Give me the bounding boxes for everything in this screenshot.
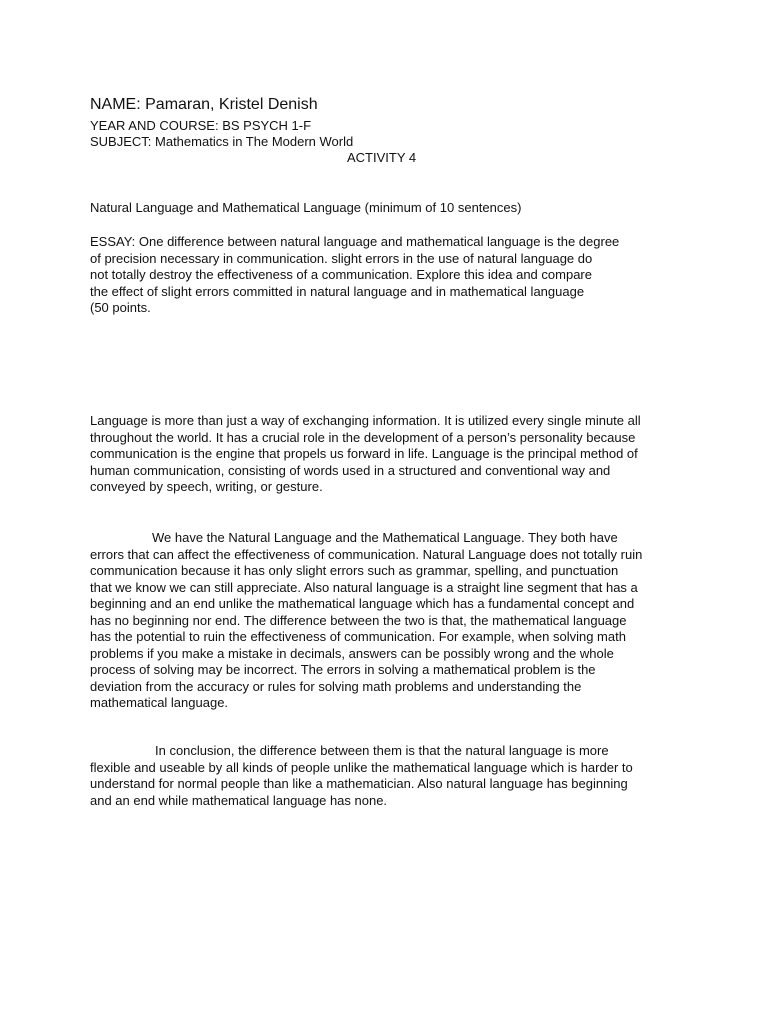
activity-label: ACTIVITY 4	[347, 150, 417, 165]
subject-line: SUBJECT: Mathematics in The Modern World	[90, 134, 354, 149]
paragraph-2: We have the Natural Language and the Mathematical Language. They both have errors that can affect the effectiveness of communication. Natural Language does not totally ruin communication because it has only slight errors such as grammar, spelling, and punctuation that we know we can still appreciate. Also natural language is a straight line segment that has a beginning and an end unlike the mathematical language which has a fundamental concept and has no beginning nor end. The difference between the two is that, the mathematical language has the potential to ruin the effectiveness of communication. For example, when solving math problems if you make a mistake in decimals, answers can be possibly wrong and the whole process of solving may be incorrect. The errors in solving a mathematical problem is the deviation from the accuracy or rules for solving math problems and understanding the mathematical language.	[90, 530, 643, 710]
paragraph-1: Language is more than just a way of exchanging information. It is utilized every single minute all throughout the world. It has a crucial role in the development of a person’s personality because communication is the engine that propels us forward in life. Language is the principal method of human communication, consisting of words used in a structured and conventional way and conveyed by speech, writing, or gesture.	[90, 413, 641, 494]
essay-title: Natural Language and Mathematical Language (minimum of 10 sentences)	[90, 200, 522, 215]
paragraph-3: In conclusion, the difference between them is that the natural language is more flexible and useable by all kinds of people unlike the mathematical language which is harder to understand for normal people than like a mathematician. Also natural language has beginning and an end while mathematical language has none.	[90, 743, 633, 808]
year-and-course: YEAR AND COURSE: BS PSYCH 1-F	[90, 118, 312, 133]
student-name: NAME: Pamaran, Kristel Denish	[90, 96, 318, 113]
essay-prompt: ESSAY: One difference between natural language and mathematical language is the degree of precision necessary in communication. slight errors in the use of natural language do not totally destroy the effectiveness of a communication. Explore this idea and compare the effect of slight errors committed in natural language and in mathematical language (50 points.	[90, 234, 620, 315]
